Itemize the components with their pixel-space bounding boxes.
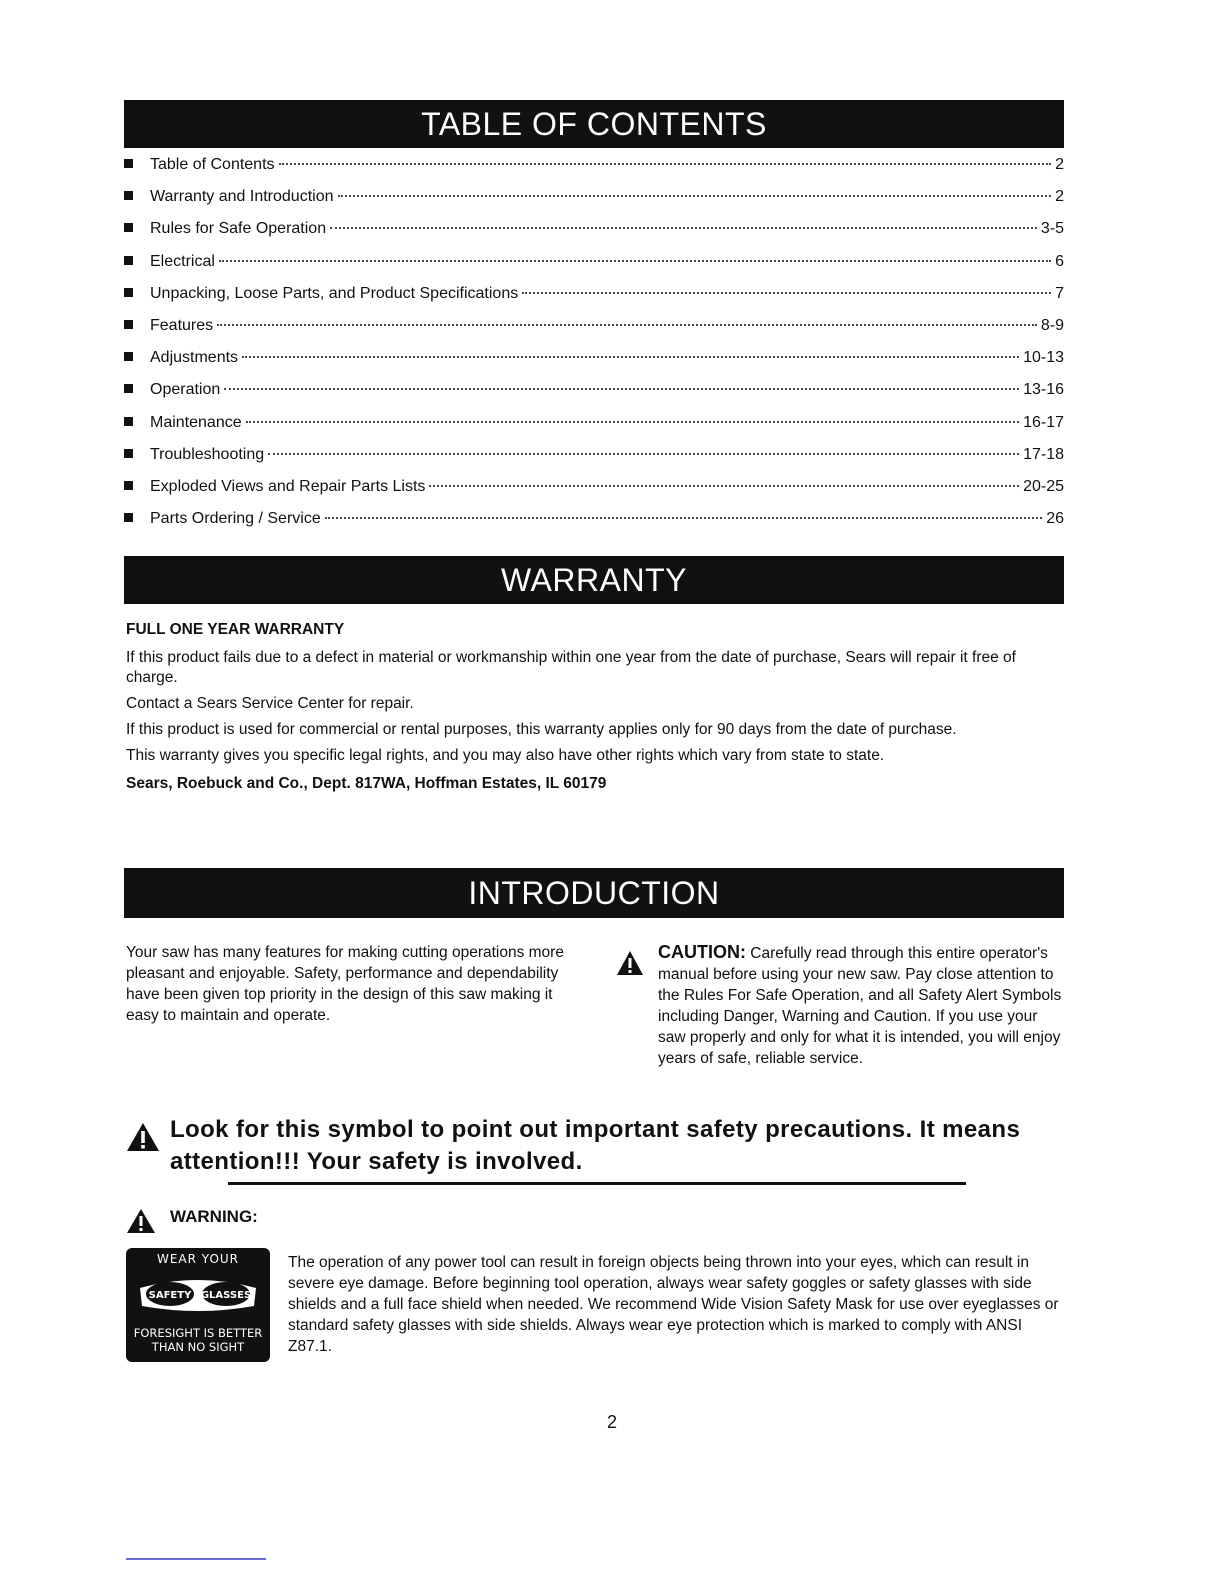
toc-entry[interactable] [124,349,1064,381]
toc-entry[interactable] [124,253,1064,285]
dot-leader [224,388,1019,390]
badge-left-lens-text: SAFETY [148,1290,192,1301]
bullet-icon [124,481,133,490]
safety-symbol-notice [126,1114,1066,1178]
toc-entry[interactable] [124,285,1064,317]
toc-entry-title: Troubleshooting [150,445,265,463]
toc-entry-title: Warranty and Introduction [150,188,334,206]
introduction-title: INTRODUCTION [468,875,720,911]
warning-text: The operation of any power tool can result in foreign objects being thrown into your eyes, which can result in severe eye damage. Before beginning tool operation, always wear safety goggles or safety glasses with side shields and a full face shield when needed. We recommend Wide Vision Safety Mask for use over eyeglasses or standard safety glasses with side shields. Always wear eye protection which is marked to comply with ANSI Z87.1. [288,1254,1059,1355]
bullet-icon [124,417,133,426]
toc-entry-page: 17-18 [1023,445,1064,463]
toc-entry-page: 26 [1046,510,1064,528]
warranty-title: WARRANTY [501,562,687,598]
badge-bottom-line: THAN NO SIGHT [151,1340,245,1354]
safety-alert-icon [126,1122,160,1152]
badge-bottom-line: FORESIGHT IS BETTER [133,1326,263,1340]
caution-icon [616,950,644,976]
warranty-paragraph: If this product is used for commercial or rental purposes, this warranty applies only for 90 days from the date of purchase. [126,721,957,738]
badge-right-lens-text: GLASSES [200,1290,252,1301]
warning-heading [126,1206,258,1228]
toc-entry-title: Unpacking, Loose Parts, and Product Specifications [150,284,519,302]
warranty-address: Sears, Roebuck and Co., Dept. 817WA, Hoffman Estates, IL 60179 [126,775,607,792]
safety-glasses-badge [126,1248,270,1362]
toc-entry[interactable] [124,478,1064,510]
footer-link-underline [126,1558,266,1560]
dot-leader [279,163,1052,165]
caution-label: CAUTION: [658,942,746,962]
toc-title: TABLE OF CONTENTS [421,106,767,142]
dot-leader [217,324,1037,326]
toc-entry-title: Table of Contents [150,156,275,173]
toc-entry-page: 3-5 [1040,220,1064,238]
dot-leader [338,195,1052,197]
introduction-text: Your saw has many features for making cutting operations more pleasant and enjoyable. Safety, performance and dependability have been given top priority in the design of this saw making it easy to maintain and operate. [126,944,564,1024]
goggles-icon [136,1270,260,1316]
toc-list [124,156,1064,542]
dot-leader [330,227,1037,229]
introduction-banner [124,868,1064,918]
toc-entry[interactable] [124,381,1064,413]
toc-entry-title: Adjustments [150,349,239,367]
dot-leader [325,517,1042,519]
bullet-icon [124,159,133,168]
caution-body [658,942,1066,1069]
dot-leader [219,260,1051,262]
warning-label: WARNING: [170,1207,258,1226]
warning-icon [126,1208,156,1234]
warranty-section [126,620,1066,800]
bullet-icon [124,513,133,522]
divider [228,1182,966,1185]
warranty-banner [124,556,1064,604]
toc-entry-title: Rules for Safe Operation [150,220,327,238]
warranty-paragraph: Contact a Sears Service Center for repair. [126,695,414,712]
bullet-icon [124,223,133,232]
bullet-icon [124,384,133,393]
toc-entry-title: Exploded Views and Repair Parts Lists [150,477,426,495]
toc-entry-page: 2 [1055,188,1064,206]
toc-entry-page: 10-13 [1023,349,1064,367]
toc-entry[interactable] [124,188,1064,220]
toc-entry-page: 13-16 [1023,381,1064,399]
page-number: 2 [606,1412,617,1432]
dot-leader [246,421,1019,423]
bullet-icon [124,191,133,200]
dot-leader [522,292,1051,294]
toc-entry-page: 7 [1055,284,1064,302]
toc-entry-page: 8-9 [1040,316,1064,334]
toc-entry[interactable] [124,317,1064,349]
toc-entry[interactable] [124,446,1064,478]
toc-entry-page: 2 [1055,156,1064,173]
warranty-paragraph: This warranty gives you specific legal rights, and you may also have other rights which vary from state to state. [126,747,885,764]
badge-bottom-text [126,1326,270,1354]
dot-leader [429,485,1019,487]
toc-entry-title: Electrical [150,252,215,270]
bullet-icon [124,288,133,297]
toc-entry[interactable] [124,220,1064,252]
toc-entry-title: Features [150,316,214,334]
caution-text: Carefully read through this entire operator's manual before using your new saw. Pay close attention to the Rules For Safe Operation, and all Safety Alert Symbols including Danger, Warning and Caution. If you use your saw properly and only for what it is intended, you will enjoy years of safe, reliable service. [658,945,1062,1067]
dot-leader [268,453,1019,455]
toc-entry-page: 16-17 [1023,413,1064,431]
toc-banner [124,100,1064,148]
toc-entry-page: 6 [1055,252,1064,270]
bullet-icon [124,256,133,265]
warranty-heading: FULL ONE YEAR WARRANTY [126,621,345,638]
toc-entry-title: Parts Ordering / Service [150,510,321,528]
toc-entry[interactable] [124,156,1064,188]
toc-entry-page: 20-25 [1023,477,1064,495]
toc-entry-title: Operation [150,381,221,399]
badge-top-text: WEAR YOUR [156,1252,240,1266]
toc-entry-title: Maintenance [150,413,242,431]
toc-entry[interactable] [124,414,1064,446]
bullet-icon [124,320,133,329]
bullet-icon [124,449,133,458]
dot-leader [242,356,1019,358]
caution-block [614,942,1066,1069]
toc-entry[interactable] [124,510,1064,542]
safety-symbol-text: Look for this symbol to point out important safety precautions. It means attention!!! Your safety is involved. [170,1116,1021,1175]
bullet-icon [124,352,133,361]
warranty-paragraph: If this product fails due to a defect in material or workmanship within one year from the date of purchase, Sears will repair it free of charge. [126,649,1016,686]
